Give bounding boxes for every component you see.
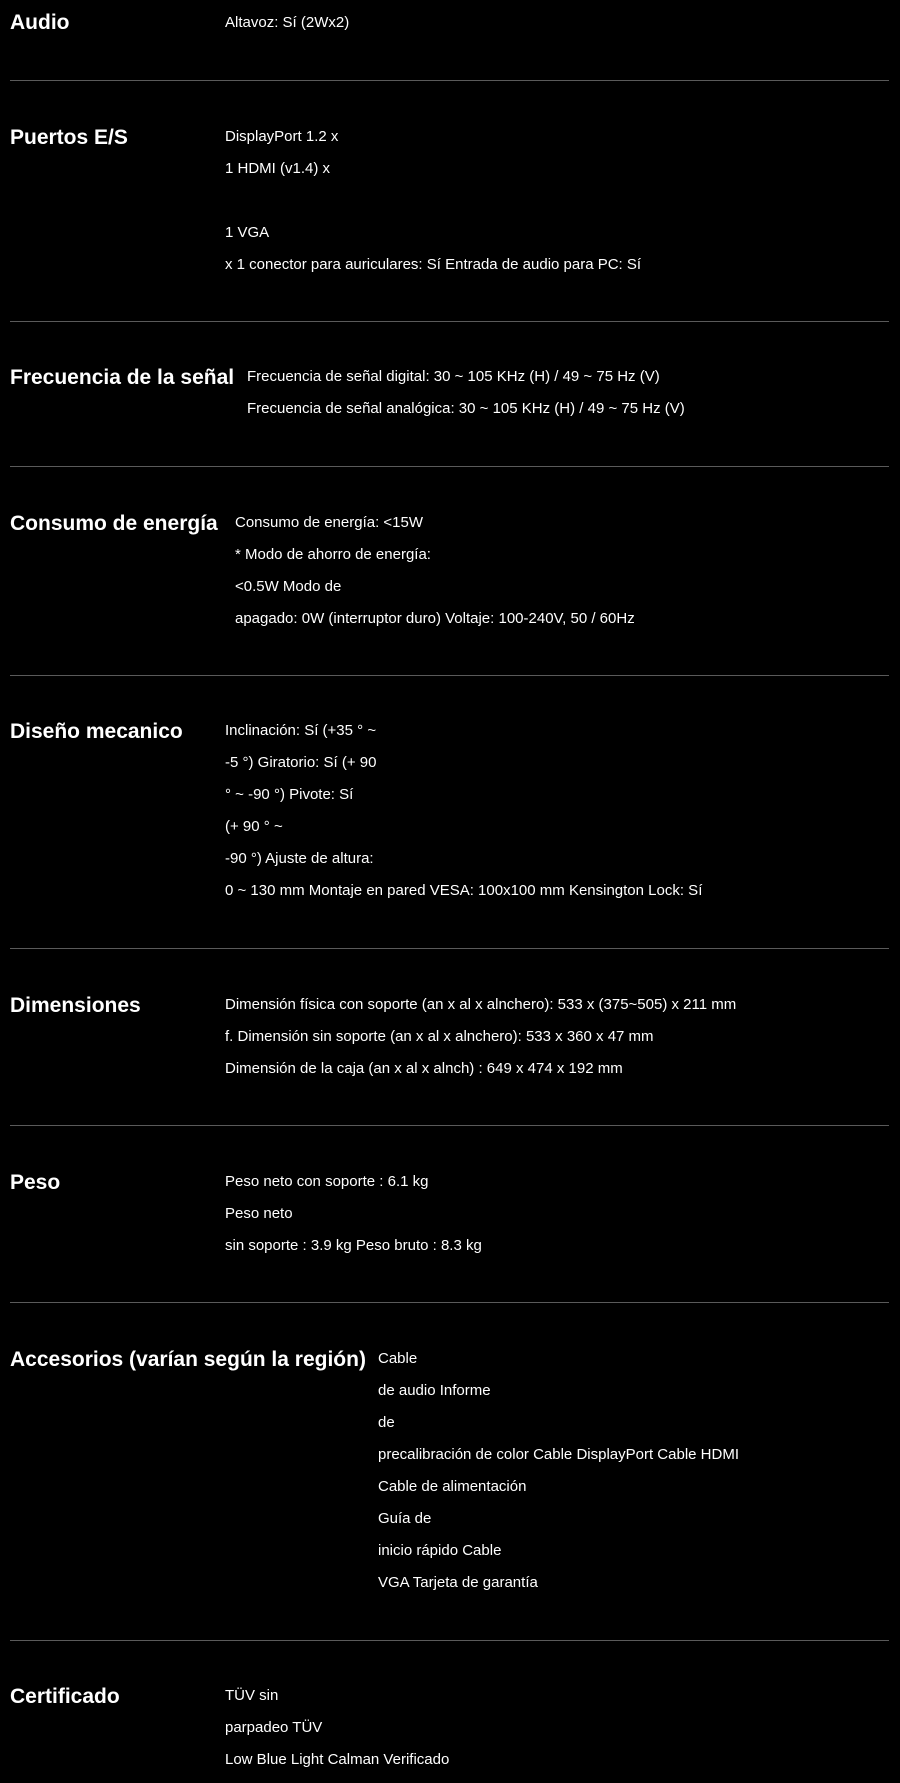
spec-value: Frecuencia de señal analógica: 30 ~ 105 KHz (H) / 49 ~ 75 Hz (V) [247, 400, 685, 417]
spec-value: -5 °) Giratorio: Sí (+ 90 [225, 754, 377, 771]
spec-value: Cable [378, 1350, 418, 1367]
spec-value: TÜV sin [225, 1687, 279, 1704]
spec-value: ° ~ -90 °) Pivote: Sí [225, 786, 354, 803]
spec-value: <0.5W Modo de [235, 578, 342, 595]
spec-label: Certificado [10, 1685, 120, 1708]
spec-value: x 1 conector para auriculares: Sí Entrada de audio para PC: Sí [225, 256, 642, 273]
spec-label: Diseño mecanico [10, 720, 183, 743]
spec-value: parpadeo TÜV [225, 1719, 323, 1736]
spec-values [378, 1343, 739, 1599]
spec-value: Frecuencia de señal digital: 30 ~ 105 KHz (H) / 49 ~ 75 Hz (V) [247, 368, 660, 385]
spec-value: apagado: 0W (interruptor duro) Voltaje: 100-240V, 50 / 60Hz [235, 610, 635, 627]
spec-label: Consumo de energía [10, 512, 218, 535]
spec-value: Dimensión de la caja (an x al x alnch) : 649 x 474 x 192 mm [225, 1060, 623, 1077]
spec-values [235, 507, 635, 635]
spec-values [225, 7, 349, 39]
spec-value: 1 HDMI (v1.4) x [225, 160, 331, 177]
spec-value: DisplayPort 1.2 x [225, 128, 339, 145]
spec-value: f. Dimensión sin soporte (an x al x alnchero): 533 x 360 x 47 mm [225, 1028, 654, 1045]
spec-label: Frecuencia de la señal [10, 366, 235, 389]
spec-value: (+ 90 ° ~ [225, 818, 283, 835]
spec-values [225, 1680, 449, 1776]
spec-value: de [378, 1414, 395, 1431]
spec-value: 0 ~ 130 mm Montaje en pared VESA: 100x100 mm Kensington Lock: Sí [225, 882, 703, 899]
divider [10, 675, 889, 676]
spec-label: Audio [10, 11, 70, 34]
spec-values [247, 361, 685, 425]
spec-label: Peso [10, 1171, 61, 1194]
spec-value: sin soporte : 3.9 kg Peso bruto : 8.3 kg [225, 1237, 482, 1254]
spec-value: Peso neto con soporte : 6.1 kg [225, 1173, 429, 1190]
divider [10, 321, 889, 322]
spec-value: Low Blue Light Calman Verificado [225, 1751, 450, 1768]
spec-value: de audio Informe [378, 1382, 491, 1399]
spec-value: Guía de [378, 1510, 432, 1527]
spec-value: Cable de alimentación [378, 1478, 527, 1495]
spec-value: Altavoz: Sí (2Wx2) [225, 14, 350, 31]
spec-values [225, 715, 702, 907]
divider [10, 1302, 889, 1303]
spec-value: * Modo de ahorro de energía: [235, 546, 431, 563]
spec-values [225, 989, 736, 1085]
spec-value: precalibración de color Cable DisplayPort Cable HDMI [378, 1446, 739, 1463]
divider [10, 1640, 889, 1641]
spec-label: Puertos E/S [10, 126, 128, 149]
spec-values [225, 121, 641, 281]
spec-value: Dimensión física con soporte (an x al x alnchero): 533 x (375~505) x 211 mm [225, 996, 737, 1013]
spec-value: Peso neto [225, 1205, 293, 1222]
spec-value: -90 °) Ajuste de altura: [225, 850, 374, 867]
spec-label: Accesorios (varían según la región) [10, 1348, 366, 1371]
spec-value: Consumo de energía: <15W [235, 514, 424, 531]
divider [10, 80, 889, 81]
divider [10, 1125, 889, 1126]
spec-label: Dimensiones [10, 994, 141, 1017]
spec-value: inicio rápido Cable [378, 1542, 502, 1559]
divider [10, 948, 889, 949]
spec-value: 1 VGA [225, 224, 270, 241]
spec-value: VGA Tarjeta de garantía [378, 1574, 538, 1591]
divider [10, 466, 889, 467]
spec-value: Inclinación: Sí (+35 ° ~ [225, 722, 377, 739]
spec-values [225, 1166, 482, 1262]
